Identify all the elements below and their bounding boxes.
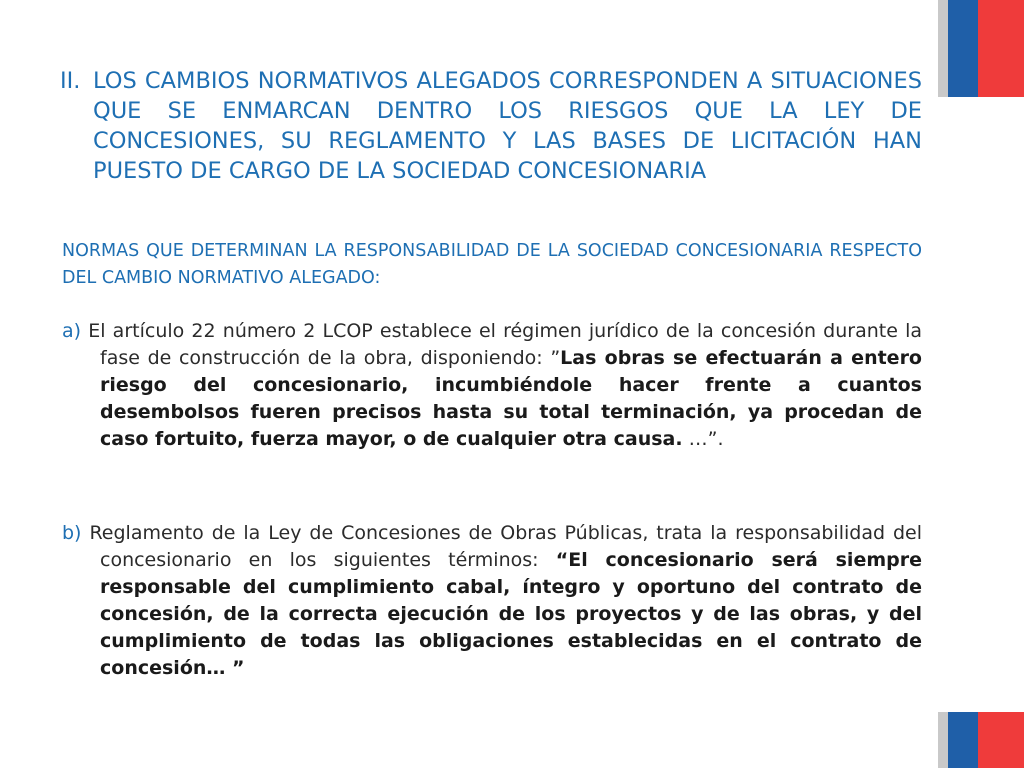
flag-red-stripe <box>978 712 1024 768</box>
heading-number: II. <box>60 68 81 94</box>
item-intro: El artículo 22 número 2 LCOP establece el régimen jurídico de la concesión durante la fase de construcción de la obra, disponiendo: ” <box>88 320 922 369</box>
item-outro: …”. <box>682 428 724 450</box>
flag-blue-stripe <box>948 712 978 768</box>
flag-gray-stripe <box>938 0 948 97</box>
flag-blue-stripe <box>948 0 978 97</box>
section-subheading: NORMAS QUE DETERMINAN LA RESPONSABILIDAD DE LA SOCIEDAD CONCESIONARIA RESPECTO DEL CAMBIO NORMATIVO ALEGADO: <box>62 241 922 288</box>
slide-heading <box>60 66 922 186</box>
heading-text: LOS CAMBIOS NORMATIVOS ALEGADOS CORRESPONDEN A SITUACIONES QUE SE ENMARCAN DENTRO LOS RIESGOS QUE LA LEY DE CONCESIONES, SU REGLAMENTO Y LAS BASES DE LICITACIÓN HAN PUESTO DE CARGO DE LA SOCIEDAD CONCESIONARIA <box>93 68 922 184</box>
item-label: b) <box>62 522 82 544</box>
flag-decoration-bottom <box>938 712 1024 768</box>
item-intro: Reglamento de la Ley de Concesiones de Obras Públicas, trata la responsabilidad del concesionario en los siguientes términos: <box>89 522 922 571</box>
flag-decoration-top <box>938 0 1024 97</box>
item-quote: “El concesionario será siempre responsable del cumplimiento cabal, íntegro y oportuno del contrato de concesión, de la correcta ejecución de los proyectos y de las obras, y del cumplimiento de todas las obligaciones establecidas en el contrato de concesión… ” <box>100 549 922 679</box>
item-label: a) <box>62 320 82 342</box>
list-item-a <box>62 318 922 453</box>
item-quote: Las obras se efectuarán a entero riesgo del concesionario, incumbiéndole hacer frente a cuantos desembolsos fueren precisos hasta su total terminación, ya procedan de caso fortuito, fuerza mayor, o de cualquier otra causa. <box>100 347 922 450</box>
flag-red-stripe <box>978 0 1024 97</box>
list-item-b <box>62 520 922 682</box>
flag-gray-stripe <box>938 712 948 768</box>
